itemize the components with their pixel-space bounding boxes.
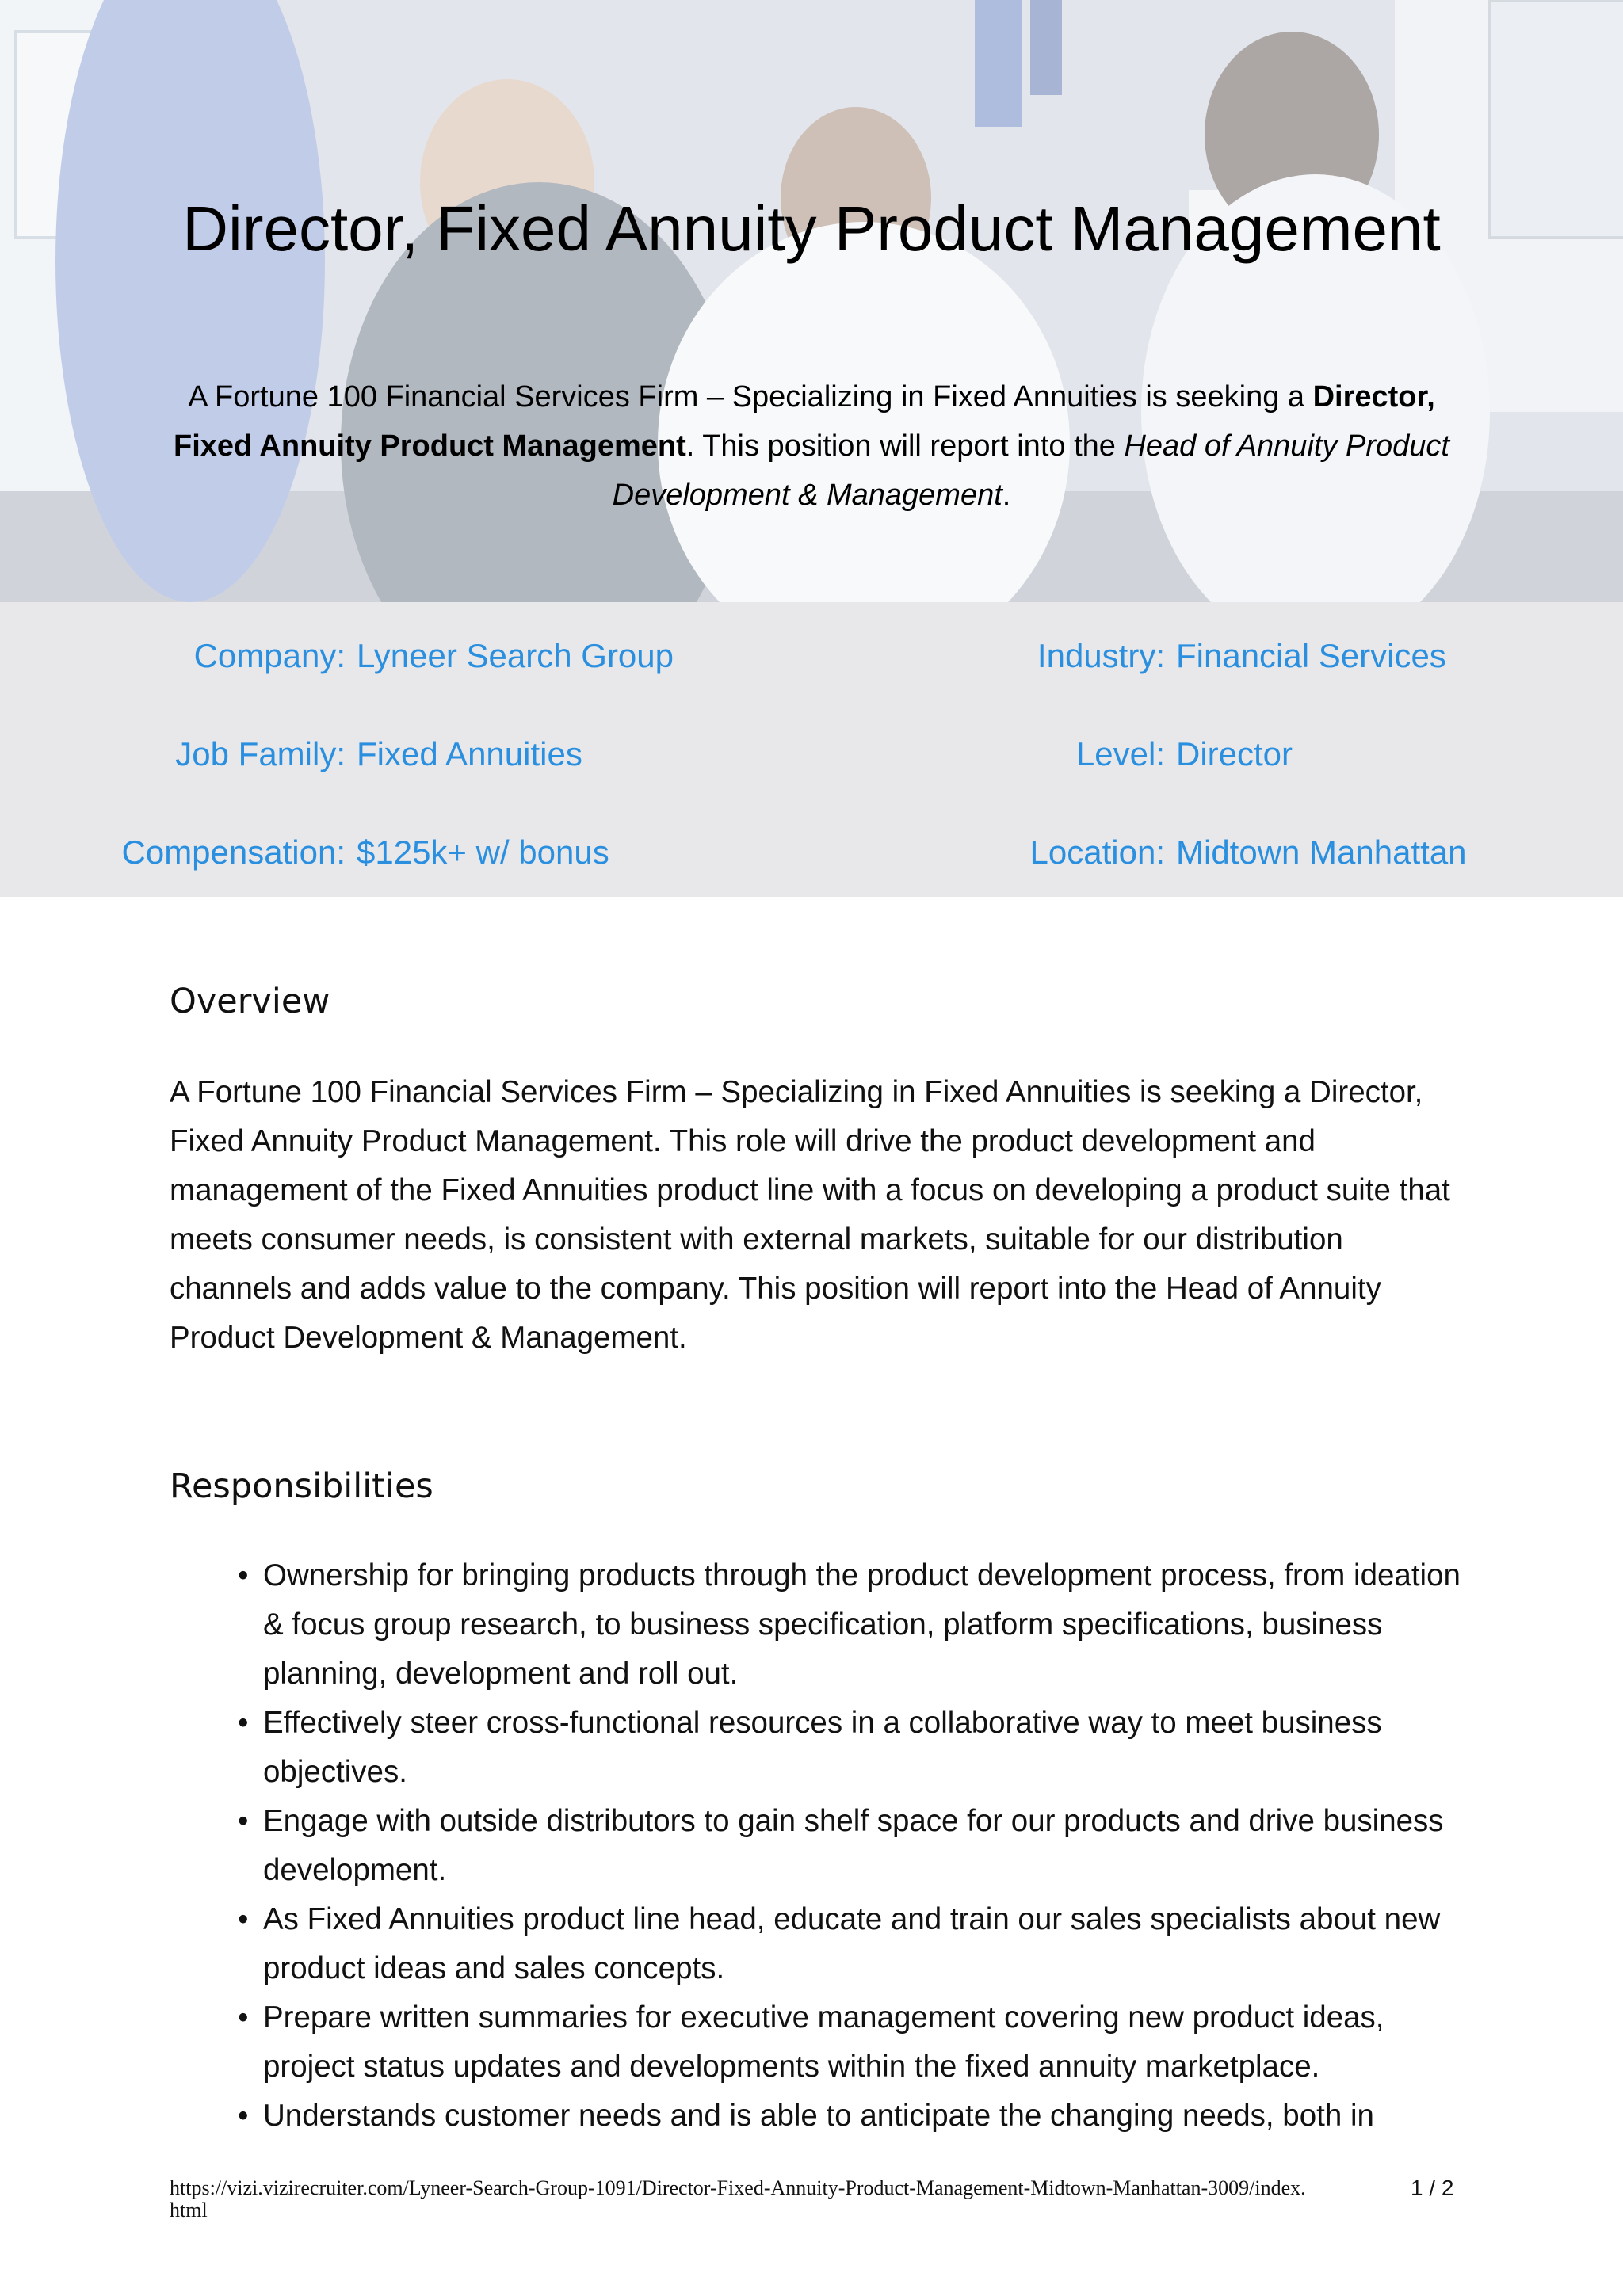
responsibilities-list	[238, 1551, 1474, 2141]
list-item: • Prepare written summaries for executive management covering new product ideas, project status updates and developments within the fixed annuity marketplace.	[238, 1993, 1474, 2092]
intro-text-2: . This position will report into the	[685, 429, 1125, 463]
list-item: • Engage with outside distributors to gain shelf space for our products and drive business development.	[238, 1797, 1474, 1895]
list-item: • Understands customer needs and is able to anticipate the changing needs, both in	[238, 2092, 1474, 2141]
hero-intro	[158, 372, 1465, 520]
footer-url: https://vizi.vizirecruiter.com/Lyneer-Search-Group-1091/Director-Fixed-Annuity-Product-Management-Midtown-Manhattan-3009/index.html	[170, 2176, 1306, 2222]
detail-value: Director	[1176, 735, 1293, 772]
detail-label: Level:	[1075, 735, 1165, 772]
intro-end: .	[1002, 479, 1011, 512]
overview-heading: Overview	[170, 982, 330, 1021]
intro-reports-to: Head of Annuity Product Development & Management	[612, 429, 1449, 512]
responsibilities-heading: Responsibilities	[170, 1466, 433, 1506]
detail-value: Lyneer Search Group	[357, 637, 674, 674]
list-item: • Ownership for bringing products through the product development process, from ideation & focus group research, to business specification, platform specifications, business planning, development and roll out.	[238, 1551, 1474, 1699]
overview-text: A Fortune 100 Financial Services Firm – Specializing in Fixed Annuities is seeking a Director, Fixed Annuity Product Management. This role will drive the product development and management of the Fixed Annuities product line with a focus on developing a product suite that meets consumer needs, is consistent with external markets, suitable for our distribution channels and adds value to the company. This position will report into the Head of Annuity Product Development & Management.	[170, 1075, 1450, 1355]
detail-label: Industry:	[1037, 637, 1165, 674]
detail-label: Compensation:	[121, 833, 346, 871]
hero-banner	[0, 0, 1623, 602]
intro-position-name: Director, Fixed Annuity Product Management	[174, 380, 1435, 463]
detail-label: Location:	[1029, 833, 1165, 871]
detail-level	[0, 734, 1293, 775]
detail-industry	[0, 635, 1446, 677]
detail-label: Job Family:	[175, 735, 346, 772]
detail-value: Fixed Annuities	[357, 735, 582, 772]
job-title: Director, Fixed Annuity Product Management	[182, 193, 1441, 264]
detail-label: Company:	[193, 637, 346, 674]
list-item: • As Fixed Annuities product line head, educate and train our sales specialists about new product ideas and sales concepts.	[238, 1895, 1474, 1993]
page-number: 1 / 2	[1411, 2176, 1454, 2200]
intro-text: A Fortune 100 Financial Services Firm – Specializing in Fixed Annuities is seeking a	[188, 380, 1313, 414]
detail-value: $125k+ w/ bonus	[357, 833, 609, 871]
list-item: • Effectively steer cross-functional resources in a collaborative way to meet business objectives.	[238, 1699, 1474, 1797]
detail-value: Midtown Manhattan	[1176, 833, 1467, 871]
detail-location	[0, 832, 1467, 873]
job-details-band	[0, 602, 1623, 897]
detail-value: Financial Services	[1176, 637, 1446, 674]
